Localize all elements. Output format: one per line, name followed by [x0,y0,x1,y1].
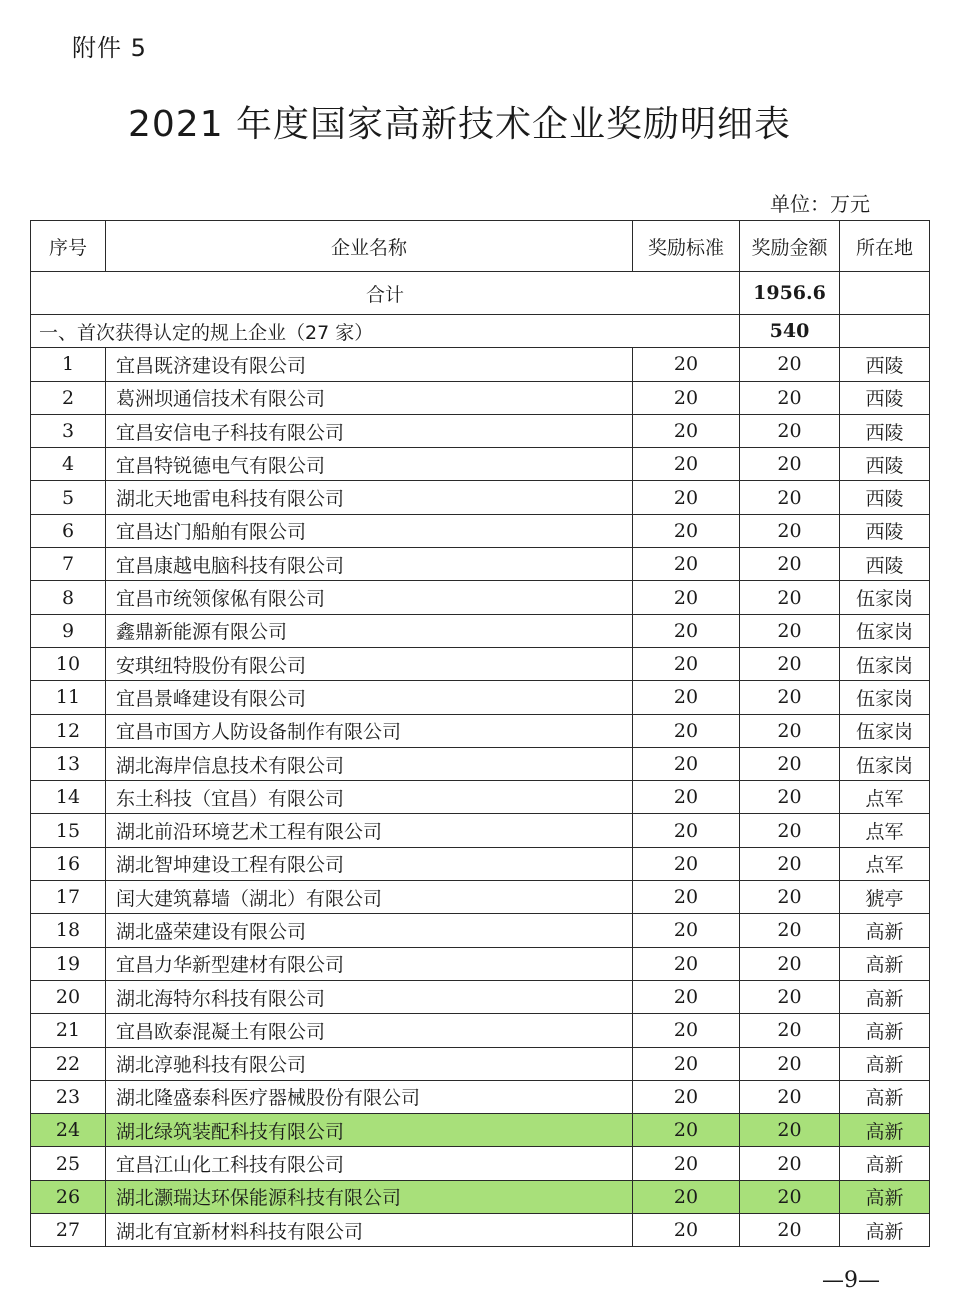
row-company-name: 宜昌力华新型建材有限公司 [106,947,633,980]
unit-label: 单位：万元 [770,192,870,216]
row-location: 西陵 [840,481,930,514]
table-row [31,1047,930,1080]
row-amount: 20 [740,947,840,980]
row-standard: 20 [633,381,740,414]
row-no: 7 [31,548,106,581]
row-amount: 20 [740,1147,840,1180]
header-name: 企业名称 [106,221,633,272]
row-amount: 20 [740,548,840,581]
table-row [31,1180,930,1213]
page-title: 2021 年度国家高新技术企业奖励明细表 [128,104,792,145]
row-location: 点军 [840,847,930,880]
header-location: 所在地 [840,221,930,272]
row-company-name: 宜昌既济建设有限公司 [106,348,633,381]
award-table [30,220,930,1247]
row-location: 猇亭 [840,881,930,914]
row-no: 8 [31,581,106,614]
row-company-name: 湖北有宜新材料科技有限公司 [106,1214,633,1247]
attachment-label: 附件 5 [72,34,147,62]
row-no: 10 [31,647,106,680]
row-company-name: 湖北海岸信息技术有限公司 [106,747,633,780]
total-location-cell [840,272,930,315]
row-standard: 20 [633,980,740,1013]
table-row [31,681,930,714]
table-row [31,847,930,880]
row-company-name: 湖北天地雷电科技有限公司 [106,481,633,514]
row-location: 高新 [840,1014,930,1047]
row-company-name: 宜昌特锐德电气有限公司 [106,448,633,481]
row-amount: 20 [740,414,840,447]
table-row [31,980,930,1013]
row-standard: 20 [633,1047,740,1080]
row-company-name: 湖北海特尔科技有限公司 [106,980,633,1013]
row-standard: 20 [633,747,740,780]
row-location: 伍家岗 [840,714,930,747]
row-standard: 20 [633,814,740,847]
header-no: 序号 [31,221,106,272]
row-company-name: 湖北灏瑞达环保能源科技有限公司 [106,1180,633,1213]
row-location: 高新 [840,1080,930,1113]
row-location: 高新 [840,1214,930,1247]
row-company-name: 宜昌江山化工科技有限公司 [106,1147,633,1180]
row-amount: 20 [740,681,840,714]
row-standard: 20 [633,714,740,747]
row-no: 21 [31,1014,106,1047]
row-standard: 20 [633,481,740,514]
row-standard: 20 [633,1080,740,1113]
row-standard: 20 [633,348,740,381]
table-row [31,1080,930,1113]
row-standard: 20 [633,514,740,547]
table-row [31,647,930,680]
row-no: 27 [31,1214,106,1247]
row-company-name: 湖北盛荣建设有限公司 [106,914,633,947]
row-standard: 20 [633,847,740,880]
row-standard: 20 [633,781,740,814]
table-row [31,348,930,381]
table-row [31,1014,930,1047]
row-no: 1 [31,348,106,381]
table-row [31,448,930,481]
row-amount: 20 [740,847,840,880]
row-amount: 20 [740,448,840,481]
row-location: 高新 [840,1147,930,1180]
row-location: 高新 [840,1180,930,1213]
table-row [31,514,930,547]
row-standard: 20 [633,881,740,914]
section-label: 一、首次获得认定的规上企业（27 家） [31,315,740,348]
row-company-name: 湖北隆盛泰科医疗器械股份有限公司 [106,1080,633,1113]
row-no: 6 [31,514,106,547]
table-row [31,747,930,780]
row-company-name: 鑫鼎新能源有限公司 [106,614,633,647]
row-location: 伍家岗 [840,581,930,614]
section-row [31,315,930,348]
table-row [31,1214,930,1247]
table-row [31,1114,930,1147]
row-standard: 20 [633,647,740,680]
total-label: 合计 [31,272,740,315]
row-company-name: 宜昌康越电脑科技有限公司 [106,548,633,581]
table-row [31,614,930,647]
row-location: 高新 [840,947,930,980]
row-no: 25 [31,1147,106,1180]
row-location: 西陵 [840,448,930,481]
table-row [31,914,930,947]
section-location-cell [840,315,930,348]
row-no: 19 [31,947,106,980]
table-row [31,381,930,414]
row-location: 高新 [840,1047,930,1080]
total-amount: 1956.6 [740,272,840,315]
row-standard: 20 [633,681,740,714]
row-no: 12 [31,714,106,747]
row-location: 伍家岗 [840,647,930,680]
row-no: 15 [31,814,106,847]
row-standard: 20 [633,614,740,647]
table-row [31,1147,930,1180]
header-amount: 奖励金额 [740,221,840,272]
row-amount: 20 [740,881,840,914]
row-no: 13 [31,747,106,780]
row-no: 2 [31,381,106,414]
table-row [31,714,930,747]
row-location: 高新 [840,1114,930,1147]
row-location: 西陵 [840,348,930,381]
table-row [31,814,930,847]
row-amount: 20 [740,980,840,1013]
row-location: 西陵 [840,514,930,547]
row-standard: 20 [633,1114,740,1147]
row-company-name: 宜昌市国方人防设备制作有限公司 [106,714,633,747]
table-row [31,481,930,514]
row-location: 点军 [840,781,930,814]
award-table-body [31,221,930,1247]
row-company-name: 宜昌达门船舶有限公司 [106,514,633,547]
row-location: 伍家岗 [840,681,930,714]
row-company-name: 宜昌景峰建设有限公司 [106,681,633,714]
row-company-name: 东土科技（宜昌）有限公司 [106,781,633,814]
row-no: 26 [31,1180,106,1213]
row-no: 24 [31,1114,106,1147]
row-amount: 20 [740,1214,840,1247]
row-amount: 20 [740,1014,840,1047]
row-amount: 20 [740,614,840,647]
row-company-name: 湖北前沿环境艺术工程有限公司 [106,814,633,847]
table-row [31,781,930,814]
row-company-name: 宜昌安信电子科技有限公司 [106,414,633,447]
row-amount: 20 [740,348,840,381]
header-standard: 奖励标准 [633,221,740,272]
row-standard: 20 [633,1180,740,1213]
row-amount: 20 [740,1180,840,1213]
row-no: 14 [31,781,106,814]
row-company-name: 闰大建筑幕墙（湖北）有限公司 [106,881,633,914]
row-standard: 20 [633,414,740,447]
table-row [31,414,930,447]
row-no: 22 [31,1047,106,1080]
row-standard: 20 [633,548,740,581]
row-location: 高新 [840,980,930,1013]
row-company-name: 湖北淳驰科技有限公司 [106,1047,633,1080]
row-amount: 20 [740,914,840,947]
row-no: 18 [31,914,106,947]
row-standard: 20 [633,581,740,614]
row-company-name: 安琪纽特股份有限公司 [106,647,633,680]
row-amount: 20 [740,381,840,414]
row-amount: 20 [740,481,840,514]
row-location: 伍家岗 [840,614,930,647]
row-company-name: 宜昌欧泰混凝土有限公司 [106,1014,633,1047]
row-no: 17 [31,881,106,914]
row-amount: 20 [740,747,840,780]
row-amount: 20 [740,714,840,747]
row-amount: 20 [740,581,840,614]
page-number: —9— [822,1268,880,1293]
row-standard: 20 [633,448,740,481]
row-amount: 20 [740,1080,840,1113]
row-location: 西陵 [840,414,930,447]
row-location: 高新 [840,914,930,947]
row-standard: 20 [633,947,740,980]
table-row [31,881,930,914]
row-location: 西陵 [840,548,930,581]
row-no: 20 [31,980,106,1013]
row-location: 点军 [840,814,930,847]
row-no: 9 [31,614,106,647]
table-row [31,548,930,581]
row-location: 西陵 [840,381,930,414]
row-no: 4 [31,448,106,481]
row-company-name: 葛洲坝通信技术有限公司 [106,381,633,414]
table-row [31,581,930,614]
table-row [31,947,930,980]
row-amount: 20 [740,1047,840,1080]
row-standard: 20 [633,1147,740,1180]
row-amount: 20 [740,1114,840,1147]
row-no: 3 [31,414,106,447]
section-amount: 540 [740,315,840,348]
row-amount: 20 [740,781,840,814]
row-no: 5 [31,481,106,514]
row-no: 11 [31,681,106,714]
total-row [31,272,930,315]
row-amount: 20 [740,814,840,847]
row-location: 伍家岗 [840,747,930,780]
row-company-name: 湖北智坤建设工程有限公司 [106,847,633,880]
table-header-row [31,221,930,272]
row-company-name: 湖北绿筑装配科技有限公司 [106,1114,633,1147]
row-amount: 20 [740,647,840,680]
row-standard: 20 [633,1014,740,1047]
row-standard: 20 [633,914,740,947]
row-company-name: 宜昌市统领傢俬有限公司 [106,581,633,614]
row-standard: 20 [633,1214,740,1247]
row-no: 16 [31,847,106,880]
row-no: 23 [31,1080,106,1113]
row-amount: 20 [740,514,840,547]
